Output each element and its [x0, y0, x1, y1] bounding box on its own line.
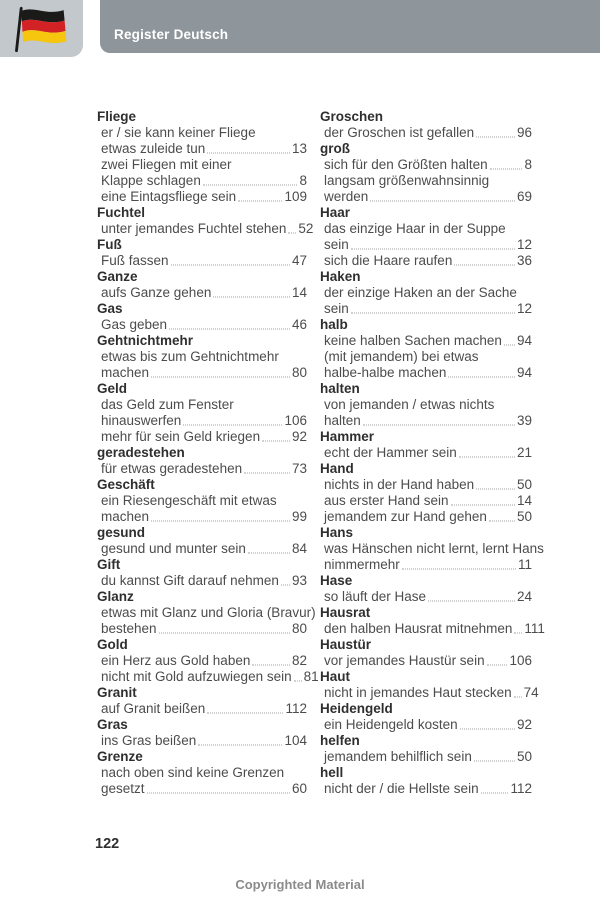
headword: Hase	[320, 573, 353, 588]
dot-leader	[363, 425, 515, 426]
phrase-line	[97, 733, 307, 749]
phrase-text: (mit jemandem) bei etwas	[324, 349, 479, 364]
dot-leader	[487, 665, 508, 666]
headword: Gehtnichtmehr	[97, 333, 194, 348]
phrase-text: unter jemandes Fuchtel stehen	[101, 221, 287, 236]
dot-leader	[262, 441, 290, 442]
page-ref: 94	[516, 365, 532, 380]
page-ref: 50	[516, 749, 532, 764]
page-ref: 14	[291, 285, 307, 300]
phrase-line	[97, 365, 307, 381]
phrase-line	[320, 189, 532, 205]
phrase-text: machen	[101, 509, 150, 524]
headword: Haken	[320, 269, 361, 284]
phrase-text: so läuft der Hase	[324, 589, 427, 604]
phrase-line	[320, 237, 532, 253]
page-ref: 47	[291, 253, 307, 268]
phrase-text: ins Gras beißen	[101, 733, 197, 748]
phrase-line	[97, 125, 307, 141]
copyright-notice-bottom: Copyrighted Material	[235, 877, 365, 892]
page-ref: 24	[516, 589, 532, 604]
headword: halten	[320, 381, 360, 396]
phrase-text: auf Granit beißen	[101, 701, 206, 716]
dot-leader	[213, 297, 290, 298]
page-ref: 84	[291, 541, 307, 556]
headword: Hammer	[320, 429, 375, 444]
headword: Haar	[320, 205, 351, 220]
headword: groß	[320, 141, 350, 156]
headword: Gas	[97, 301, 123, 316]
headword: Glanz	[97, 589, 134, 604]
phrase-line	[320, 413, 532, 429]
headword: Hans	[320, 525, 354, 540]
phrase-text: aufs Ganze gehen	[101, 285, 212, 300]
dot-leader	[351, 313, 515, 314]
dot-leader	[514, 697, 522, 698]
phrase-line	[320, 589, 532, 605]
dot-leader	[281, 585, 290, 586]
page-ref: 12	[516, 237, 532, 252]
page-ref: 92	[516, 717, 532, 732]
page-ref: 50	[516, 477, 532, 492]
page-ref: 111	[524, 621, 545, 636]
phrase-line	[97, 285, 307, 301]
page-ref: 99	[291, 509, 307, 524]
phrase-text: nichts in der Hand haben	[324, 477, 475, 492]
phrase-text: halten	[324, 413, 361, 428]
phrase-line	[320, 125, 532, 141]
page-ref: 104	[284, 733, 307, 748]
phrase-text: ein Riesengeschäft mit etwas	[101, 493, 277, 508]
phrase-line	[97, 317, 307, 333]
headword: helfen	[320, 733, 360, 748]
phrase-line	[320, 349, 532, 365]
page-ref: 80	[291, 365, 307, 380]
phrase-text: nicht mit Gold aufzuwiegen sein	[101, 669, 292, 684]
phrase-line	[320, 397, 532, 413]
phrase-line	[320, 221, 532, 237]
phrase-text: sich für den Größten halten	[324, 157, 488, 172]
phrase-text: echt der Hammer sein	[324, 445, 457, 460]
phrase-text: werden	[324, 189, 369, 204]
phrase-line	[320, 717, 532, 733]
page-ref: 112	[510, 781, 532, 796]
dot-leader	[476, 489, 515, 490]
dot-leader	[288, 233, 296, 234]
dot-leader	[238, 201, 282, 202]
dot-leader	[428, 601, 515, 602]
phrase-line	[320, 333, 532, 349]
phrase-text: sein	[324, 237, 349, 252]
phrase-line	[320, 621, 545, 637]
phrase-line	[97, 493, 307, 509]
phrase-text: bestehen	[101, 621, 157, 636]
page-ref: 80	[291, 621, 307, 636]
german-flag-icon	[8, 4, 74, 54]
phrase-text: etwas mit Glanz und Gloria (Bravur)	[101, 605, 316, 620]
phrase-text: machen	[101, 365, 150, 380]
phrase-text: du kannst Gift darauf nehmen	[101, 573, 279, 588]
phrase-line	[320, 685, 539, 701]
phrase-text: mehr für sein Geld kriegen	[101, 429, 261, 444]
headword: Heidengeld	[320, 701, 393, 716]
page-ref: 8	[299, 173, 307, 188]
phrase-line	[97, 621, 307, 637]
page-ref: 92	[291, 429, 307, 444]
dot-leader	[454, 265, 515, 266]
page-ref: 52	[298, 221, 314, 236]
page-ref: 50	[516, 509, 532, 524]
phrase-line	[97, 461, 307, 477]
page-ref: 106	[284, 413, 307, 428]
phrase-text: nach oben sind keine Grenzen	[101, 765, 285, 780]
headword: Fliege	[97, 109, 137, 124]
phrase-line	[97, 141, 307, 157]
phrase-text: langsam größenwahnsinnig	[324, 173, 490, 188]
headword: gesund	[97, 525, 146, 540]
dot-leader	[151, 521, 290, 522]
page-ref: 13	[291, 141, 307, 156]
phrase-text: hinauswerfen	[101, 413, 182, 428]
page-ref: 69	[516, 189, 532, 204]
page-ref: 74	[523, 685, 539, 700]
phrase-line	[97, 173, 307, 189]
phrase-line	[320, 157, 532, 173]
phrase-line	[320, 653, 532, 669]
headword: Gift	[97, 557, 121, 572]
phrase-text: vor jemandes Haustür sein	[324, 653, 485, 668]
dot-leader	[151, 377, 290, 378]
phrase-text: nicht der / die Hellste sein	[324, 781, 479, 796]
dot-leader	[207, 713, 283, 714]
phrase-text: von jemanden / etwas nichts	[324, 397, 495, 412]
phrase-text: gesund und munter sein	[101, 541, 246, 556]
phrase-text: halbe-halbe machen	[324, 365, 447, 380]
phrase-text: keine halben Sachen machen	[324, 333, 502, 348]
headword: hell	[320, 765, 344, 780]
phrase-text: das einzige Haar in der Suppe	[324, 221, 506, 236]
phrase-line	[97, 509, 307, 525]
page-ref: 8	[524, 157, 532, 172]
phrase-text: eine Eintagsfliege sein	[101, 189, 237, 204]
phrase-text: ein Herz aus Gold haben	[101, 653, 251, 668]
page-ref: 81	[303, 669, 319, 684]
headword: Gras	[97, 717, 128, 732]
dot-leader	[252, 665, 290, 666]
dot-leader	[459, 457, 515, 458]
dot-leader	[474, 761, 515, 762]
dot-leader	[402, 569, 516, 570]
dot-leader	[169, 329, 290, 330]
headword: Fuchtel	[97, 205, 146, 220]
phrase-line	[97, 397, 307, 413]
dot-leader	[460, 729, 515, 730]
phrase-text: zwei Fliegen mit einer	[101, 157, 232, 172]
headword: geradestehen	[97, 445, 185, 460]
dot-leader	[248, 553, 290, 554]
phrase-line	[320, 285, 532, 301]
flag-tile	[0, 0, 83, 57]
page-ref: 94	[516, 333, 532, 348]
phrase-line	[97, 221, 314, 237]
phrase-line	[97, 573, 307, 589]
headword: Fuß	[97, 237, 122, 252]
dot-leader	[351, 249, 515, 250]
page-ref: 39	[516, 413, 532, 428]
page-header-title: Register Deutsch	[114, 27, 229, 42]
phrase-text: nimmermehr	[324, 557, 400, 572]
dot-leader	[171, 265, 290, 266]
phrase-line	[97, 605, 316, 621]
headword: Geld	[97, 381, 128, 396]
phrase-line	[320, 253, 532, 269]
phrase-line	[97, 413, 307, 429]
page-ref: 11	[517, 557, 532, 572]
phrase-line	[320, 301, 532, 317]
phrase-line	[97, 189, 307, 205]
phrase-line	[320, 749, 532, 765]
phrase-line	[320, 477, 532, 493]
phrase-text: Klappe schlagen	[101, 173, 201, 188]
headword: Haustür	[320, 637, 372, 652]
headword: Geschäft	[97, 477, 155, 492]
index-column-right	[320, 109, 545, 797]
page-ref: 60	[291, 781, 307, 796]
phrase-text: sich die Haare raufen	[324, 253, 453, 268]
page-ref: 73	[291, 461, 307, 476]
headword: Granit	[97, 685, 137, 700]
phrase-text: sein	[324, 301, 349, 316]
phrase-text: Fuß fassen	[101, 253, 169, 268]
phrase-line	[97, 669, 319, 685]
dot-leader	[183, 425, 282, 426]
dot-leader	[481, 793, 509, 794]
phrase-line	[320, 173, 532, 189]
headword: Hausrat	[320, 605, 371, 620]
phrase-line	[97, 157, 307, 173]
page-ref: 112	[285, 701, 307, 716]
headword: Ganze	[97, 269, 138, 284]
phrase-line	[97, 781, 307, 797]
phrase-line	[97, 765, 307, 781]
phrase-text: ein Heidengeld kosten	[324, 717, 458, 732]
headword: halb	[320, 317, 348, 332]
dot-leader	[203, 185, 298, 186]
phrase-text: für etwas geradestehen	[101, 461, 243, 476]
dot-leader	[490, 169, 523, 170]
phrase-text: das Geld zum Fenster	[101, 397, 234, 412]
phrase-text: aus erster Hand sein	[324, 493, 449, 508]
phrase-line	[97, 653, 307, 669]
headword: Gold	[97, 637, 128, 652]
page-ref: 21	[516, 445, 532, 460]
phrase-text: jemandem behilflich sein	[324, 749, 472, 764]
headword: Haut	[320, 669, 350, 684]
phrase-line	[320, 781, 532, 797]
phrase-line	[97, 253, 307, 269]
phrase-text: der Groschen ist gefallen	[324, 125, 475, 140]
dot-leader	[476, 137, 515, 138]
dot-leader	[198, 745, 282, 746]
phrase-line	[320, 365, 532, 381]
dot-leader	[514, 633, 522, 634]
page-ref: 109	[284, 189, 307, 204]
phrase-line	[97, 541, 307, 557]
phrase-text: er / sie kann keiner Fliege	[101, 125, 256, 140]
phrase-line	[97, 349, 307, 365]
page-ref: 93	[291, 573, 307, 588]
dot-leader	[448, 377, 515, 378]
phrase-line	[320, 509, 532, 525]
page-ref: 96	[516, 125, 532, 140]
headword: Hand	[320, 461, 354, 476]
phrase-line	[320, 493, 532, 509]
headword: Groschen	[320, 109, 384, 124]
phrase-text: Gas geben	[101, 317, 168, 332]
dot-leader	[159, 633, 290, 634]
dot-leader	[504, 345, 515, 346]
phrase-text: was Hänschen nicht lernt, lernt Hans	[324, 541, 544, 556]
phrase-line	[320, 541, 544, 557]
phrase-line	[97, 429, 307, 445]
page-number: 122	[95, 836, 120, 852]
page-ref: 82	[291, 653, 307, 668]
phrase-line	[320, 445, 532, 461]
headword: Grenze	[97, 749, 143, 764]
phrase-text: gesetzt	[101, 781, 145, 796]
page-ref: 14	[516, 493, 532, 508]
page-ref: 106	[509, 653, 532, 668]
index-column-left	[97, 109, 319, 797]
dot-leader	[294, 681, 302, 682]
phrase-text: nicht in jemandes Haut stecken	[324, 685, 512, 700]
phrase-text: etwas zuleide tun	[101, 141, 206, 156]
phrase-line	[320, 557, 532, 573]
dot-leader	[244, 473, 290, 474]
phrase-line	[97, 701, 307, 717]
phrase-text: den halben Hausrat mitnehmen	[324, 621, 513, 636]
dot-leader	[207, 153, 290, 154]
page-ref: 36	[516, 253, 532, 268]
phrase-text: etwas bis zum Gehtnichtmehr	[101, 349, 279, 364]
phrase-text: jemandem zur Hand gehen	[324, 509, 487, 524]
dot-leader	[451, 505, 515, 506]
page-ref: 46	[291, 317, 307, 332]
dot-leader	[370, 201, 515, 202]
phrase-text: der einzige Haken an der Sache	[324, 285, 517, 300]
dot-leader	[489, 521, 515, 522]
dot-leader	[147, 793, 290, 794]
page-ref: 12	[516, 301, 532, 316]
